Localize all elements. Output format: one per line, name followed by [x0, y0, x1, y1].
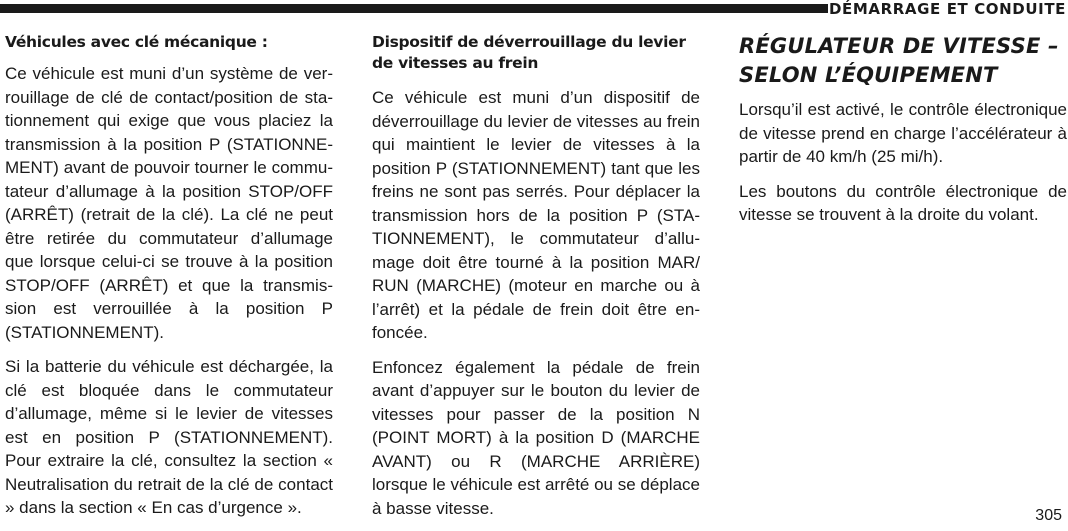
subheading-brake-shift-interlock: Dispositif de déverrouillage du levier de vitesses au frein — [372, 33, 686, 72]
paragraph-discharged-battery: Si la batterie du véhicule est déchargée, la clé est bloquée dans le commutateur d’allumage, même si le levier de vitesses est en position P (STATIONNEMENT). Pour extraire la clé, consultez la section « Neutralisation du retrait de la clé de contact » dans la section « En cas d’urgence ». — [5, 357, 333, 517]
paragraph-key-lock-system: Ce véhicule est muni d’un système de verrouillage de clé de contact/position de stationnement qui exige que vous placiez la transmission à la position P (STATIONNEMENT) avant de pouvoir tourner le commutateur d’allumage à la position STOP/OFF (ARRÊT) (retrait de la clé). La clé ne peut être retirée du commutateur d’allumage que lorsque celui-ci se trouve à la position STOP/OFF (ARRÊT) et que la transmission est verrouillée à la position P (STATIONNEMENT). — [5, 64, 333, 342]
column-left — [5, 32, 333, 531]
paragraph-interlock-description: Ce véhicule est muni d’un dispositif de déverrouillage du levier de vitesses au frein qui maintient le levier de vitesses à la position P (STATIONNEMENT) tant que les freins ne sont pas serrés. Pour déplacer la transmission hors de la position P (STATIONNEMENT), le commutateur d’allumage doit être tourné à la position MAR/ RUN (MARCHE) (moteur en marche ou à l’arrêt) et la pédale de frein doit être enfoncée. — [372, 88, 700, 342]
page-number: 305 — [1035, 507, 1062, 524]
header-rule — [0, 4, 828, 13]
paragraph-cruise-activation: Lorsqu’il est activé, le contrôle électronique de vitesse prend en charge l’accélérateur à partir de 40 km/h (25 mi/h). — [739, 100, 1067, 166]
subheading-mechanical-key: Véhicules avec clé mécanique : — [5, 33, 268, 51]
column-middle — [372, 32, 700, 531]
paragraph-brake-pedal-instruction: Enfoncez également la pédale de frein avant d’appuyer sur le bouton du levier de vitesses pour passer de la position N (POINT MORT) à la position D (MARCHE AVANT) ou R (MARCHE ARRIÈRE) lorsque le véhicule est arrêté ou se déplace à basse vitesse. — [372, 357, 700, 518]
section-title-cruise-control: RÉGULATEUR DE VITESSE – SELON L’ÉQUIPEMENT — [739, 34, 1059, 87]
column-right — [739, 32, 1067, 238]
paragraph-cruise-buttons: Les boutons du contrôle électronique de vitesse se trouvent à la droite du volant. — [739, 181, 1067, 224]
running-header: DÉMARRAGE ET CONDUITE — [828, 0, 1066, 18]
